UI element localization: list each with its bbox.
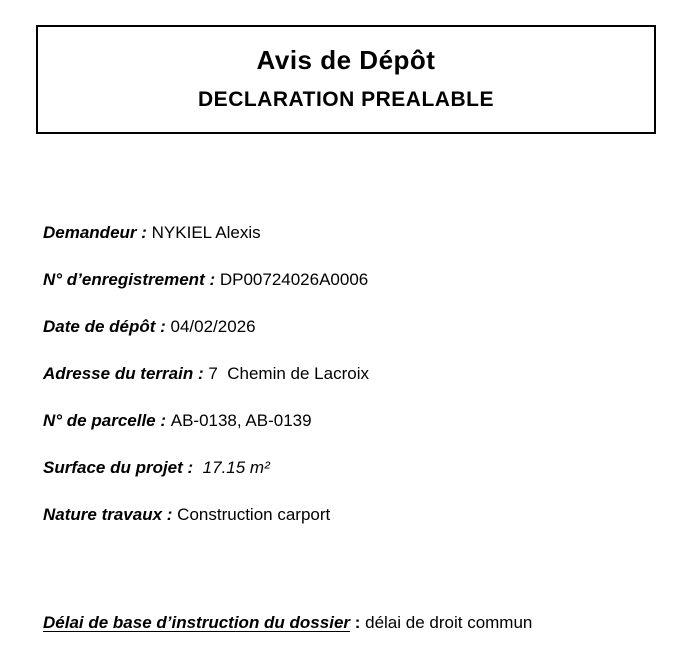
field-parcelle — [43, 410, 656, 432]
field-demandeur-label: Demandeur — [43, 223, 137, 242]
field-adresse-terrain — [43, 363, 656, 385]
field-enregistrement-colon: : — [204, 270, 220, 289]
field-date-depot — [43, 316, 656, 338]
field-date-depot-label: Date de dépôt — [43, 317, 156, 336]
document-title: Avis de Dépôt — [256, 45, 436, 75]
field-enregistrement — [43, 269, 656, 291]
field-delai-instruction-value: délai de droit commun — [365, 613, 533, 632]
field-adresse-terrain-label: Adresse du terrain — [43, 364, 194, 383]
fields-section — [36, 222, 656, 634]
field-enregistrement-value: DP00724026A0006 — [219, 270, 369, 289]
field-parcelle-colon: : — [155, 411, 171, 430]
field-nature-travaux — [43, 504, 656, 526]
document-subtitle: DECLARATION PREALABLE — [198, 88, 494, 111]
field-surface-projet — [43, 457, 656, 479]
field-delai-instruction-colon: : — [350, 613, 366, 632]
document-header-box — [36, 25, 656, 134]
field-parcelle-label: N° de parcelle — [43, 411, 156, 430]
field-delai-instruction-label: Délai de base d’instruction du dossier — [43, 613, 351, 632]
field-surface-projet-label: Surface du projet — [43, 458, 183, 477]
field-delai-instruction — [43, 612, 656, 634]
field-parcelle-value: AB-0138, AB-0139 — [170, 411, 312, 430]
field-enregistrement-label: N° d’enregistrement — [43, 270, 205, 289]
field-adresse-terrain-colon: : — [193, 364, 209, 383]
field-demandeur — [43, 222, 656, 244]
field-demandeur-colon: : — [136, 223, 152, 242]
field-demandeur-value: NYKIEL Alexis — [151, 223, 261, 242]
field-adresse-terrain-value: 7 Chemin de Lacroix — [208, 364, 369, 383]
field-nature-travaux-colon: : — [162, 505, 178, 524]
field-surface-projet-value: 17.15 m² — [202, 458, 270, 477]
field-date-depot-value: 04/02/2026 — [170, 317, 256, 336]
field-date-depot-colon: : — [155, 317, 171, 336]
field-nature-travaux-value: Construction carport — [177, 505, 331, 524]
field-surface-projet-colon: : — [182, 458, 203, 477]
field-nature-travaux-label: Nature travaux — [43, 505, 163, 524]
